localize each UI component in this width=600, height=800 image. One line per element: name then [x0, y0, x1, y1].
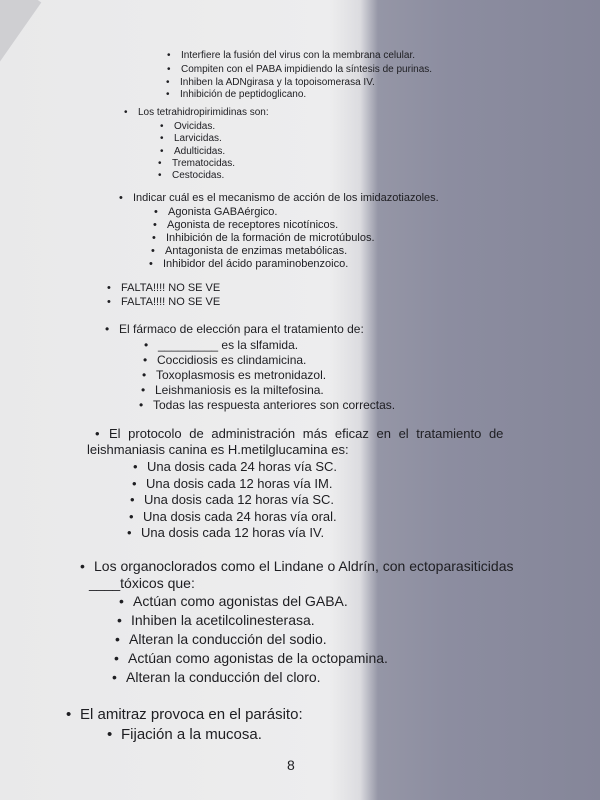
- q6-question: • Los organoclorados como el Lindane o Aldrín, con ectoparasiticidas: [94, 559, 513, 573]
- q3-option: • Agonista GABAérgico.: [168, 207, 277, 218]
- q3-option: • Inhibidor del ácido paraminobenzoico.: [163, 259, 348, 270]
- q3-option: • Antagonista de enzimas metabólicas.: [165, 246, 347, 257]
- q2-option: • Larvicidas.: [174, 134, 222, 144]
- q1-option: • Interfiere la fusión del virus con la membrana celular.: [181, 51, 415, 61]
- q4-option: • Leishmaniosis es la miltefosina.: [155, 384, 324, 396]
- q7-question: • El amitraz provoca en el parásito:: [80, 707, 303, 722]
- q5-question-cont: leishmaniasis canina es H.metilglucamina es:: [87, 442, 349, 457]
- q6-option: • Actúan como agonistas de la octopamina.: [128, 651, 388, 665]
- missing-question: • FALTA!!!! NO SE VE: [121, 283, 220, 294]
- q2-question: • Los tetrahidropirimidinas son:: [138, 108, 269, 118]
- page-number: 8: [287, 757, 295, 773]
- q6-option: • Inhiben la acetilcolinesterasa.: [131, 613, 315, 627]
- q3-option: • Inhibición de la formación de microtúbulos.: [166, 233, 375, 244]
- q4-option: • Coccidiosis es clindamicina.: [157, 354, 306, 366]
- q2-option: • Trematocidas.: [172, 159, 235, 169]
- q5-option: • Una dosis cada 12 horas vía SC.: [144, 493, 334, 506]
- q4-option: • _________ es la slfamida.: [158, 339, 298, 351]
- q6-option: • Alteran la conducción del cloro.: [126, 670, 321, 684]
- missing-question: • FALTA!!!! NO SE VE: [121, 297, 220, 308]
- q4-option: • Toxoplasmosis es metronidazol.: [156, 369, 326, 381]
- q6-option: • Actúan como agonistas del GABA.: [133, 594, 348, 608]
- q2-option: • Ovicidas.: [174, 122, 215, 132]
- q4-question: • El fármaco de elección para el tratamiento de:: [119, 323, 364, 335]
- q6-option: • Alteran la conducción del sodio.: [129, 632, 327, 646]
- q6-question-cont: ____tóxicos que:: [89, 575, 195, 591]
- q7-option: • Fijación a la mucosa.: [121, 727, 262, 742]
- q2-option: • Cestocidas.: [172, 171, 224, 181]
- q1-option: • Inhiben la ADNgirasa y la topoisomerasa IV.: [180, 78, 375, 88]
- q5-option: • Una dosis cada 12 horas vía IM.: [146, 477, 332, 490]
- q3-question: • Indicar cuál es el mecanismo de acción de los imidazotiazoles.: [133, 193, 439, 204]
- q4-option: • Todas las respuesta anteriores son correctas.: [153, 399, 395, 411]
- q5-option: • Una dosis cada 24 horas vía SC.: [147, 460, 337, 473]
- q3-option: • Agonista de receptores nicotínicos.: [167, 220, 338, 231]
- q5-question: • El protocolo de administración más eficaz en el tratamiento de: [109, 427, 503, 440]
- q1-option: • Inhibición de peptidoglicano.: [180, 90, 306, 100]
- q5-option: • Una dosis cada 12 horas vía IV.: [141, 526, 324, 539]
- q5-option: • Una dosis cada 24 horas vía oral.: [143, 510, 337, 523]
- q2-option: • Adulticidas.: [174, 147, 225, 157]
- q1-option: • Compiten con el PABA impidiendo la síntesis de purinas.: [181, 65, 432, 75]
